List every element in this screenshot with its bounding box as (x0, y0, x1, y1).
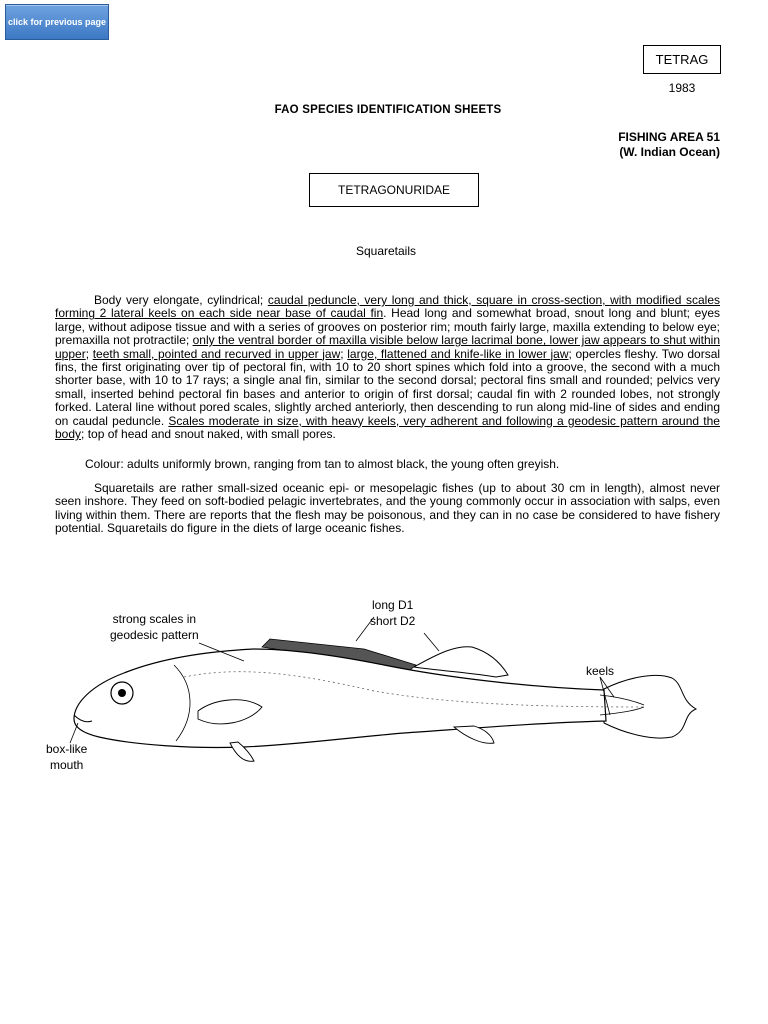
description-text: ; (340, 346, 348, 361)
keels-label: keels (586, 664, 615, 678)
fishing-area-line1: FISHING AREA 51 (618, 130, 720, 144)
series-title: FAO SPECIES IDENTIFICATION SHEETS (274, 104, 502, 116)
colour-paragraph: Colour: adults uniformly brown, ranging from tan to almost black, the young often greyish. (85, 457, 560, 471)
description-text: . Head long and somewhat broad, snout long and blunt; eyes large, without adipose tissue and with a series of grooves on posterior rim; mouth fairly large, maxilla extending to below eye; premaxilla not protractile; (55, 306, 720, 348)
fish-illustration (44, 595, 708, 775)
dorsal-fins-label (370, 597, 415, 629)
previous-page-button[interactable]: click for previous page (5, 4, 109, 40)
mouth-label (46, 741, 87, 773)
key-character-text: caudal peduncle, very long and thick, square in cross-section, with modified scales forming 2 lateral keels on each side near base of caudal fin (55, 293, 721, 321)
dorsal-pointer-2 (424, 633, 439, 651)
description-text: ; (85, 346, 93, 361)
dorsal-fins-label-line1: long D1 (371, 598, 414, 612)
family-name-box (309, 173, 479, 207)
family-name: TETRAGONURIDAE (337, 183, 450, 197)
sheet-code: TETRAG (655, 52, 709, 67)
fishing-area (618, 130, 720, 160)
key-character-text: teeth small, pointed and recurved in upper jaw (92, 346, 341, 361)
anal-fin (454, 726, 494, 743)
description-text: ; opercles fleshy. Two dorsal fins, the first originating over tip of pectoral fin, with 10 to 20 short spines which fold into a groove, the second with a much shorter base, with 10 to 17 rays; a single anal fin, similar to the second dorsal; pectoral fins small and rounded; pelvics very small, inserted behind pectoral fin bases and anterior to origin of first dorsal; caudal fin with 2 rounded lobes, not strongly forked. Lateral line without pored scales, slightly arched anteriorly, then descending to run along mid-line of sides and ending on caudal peduncle. (55, 346, 721, 428)
scales-label-line1: strong scales in (112, 612, 197, 626)
mouth-label-line2: mouth (50, 758, 84, 772)
scales-label-line2: geodesic pattern (110, 628, 199, 642)
fishing-area-line2: (W. Indian Ocean) (619, 145, 720, 159)
dorsal-fins-label-line2: short D2 (370, 614, 416, 628)
description-text: ; top of head and snout naked, with small pores. (81, 427, 336, 442)
sheet-code-box (643, 45, 721, 74)
pupil (118, 689, 126, 697)
scales-label (110, 611, 199, 643)
fish-body (74, 649, 606, 748)
key-character-text: Scales moderate in size, with heavy keels, very adherent and following a geodesic pattern around the body (55, 413, 720, 442)
description-text: Body very elongate, cylindrical; (94, 293, 268, 307)
key-character-text: large, flattened and knife-like in lower jaw (347, 346, 569, 361)
habits-paragraph: Squaretails are rather small-sized oceanic epi- or mesopelagic fishes (up to about 30 cm in length), almost never seen inshore. They feed on soft-bodied pelagic invertebrates, and the young commonly occur in association with salps, even living within them. There are reports that the flesh may be poisonous, and they can in no case be considered to have fishery potential. Squaretails do figure in the diets of large oceanic fishes. (55, 481, 720, 536)
mouth-label-line1: box-like (46, 742, 88, 756)
description-paragraph (55, 294, 720, 441)
mouth-pointer (70, 723, 78, 743)
sheet-year: 1983 (668, 81, 696, 95)
common-name: Squaretails (355, 244, 417, 258)
key-character-text: only the ventral border of maxilla visible below large lacrimal bone, lower jaw appears to shut within upper (55, 333, 721, 361)
